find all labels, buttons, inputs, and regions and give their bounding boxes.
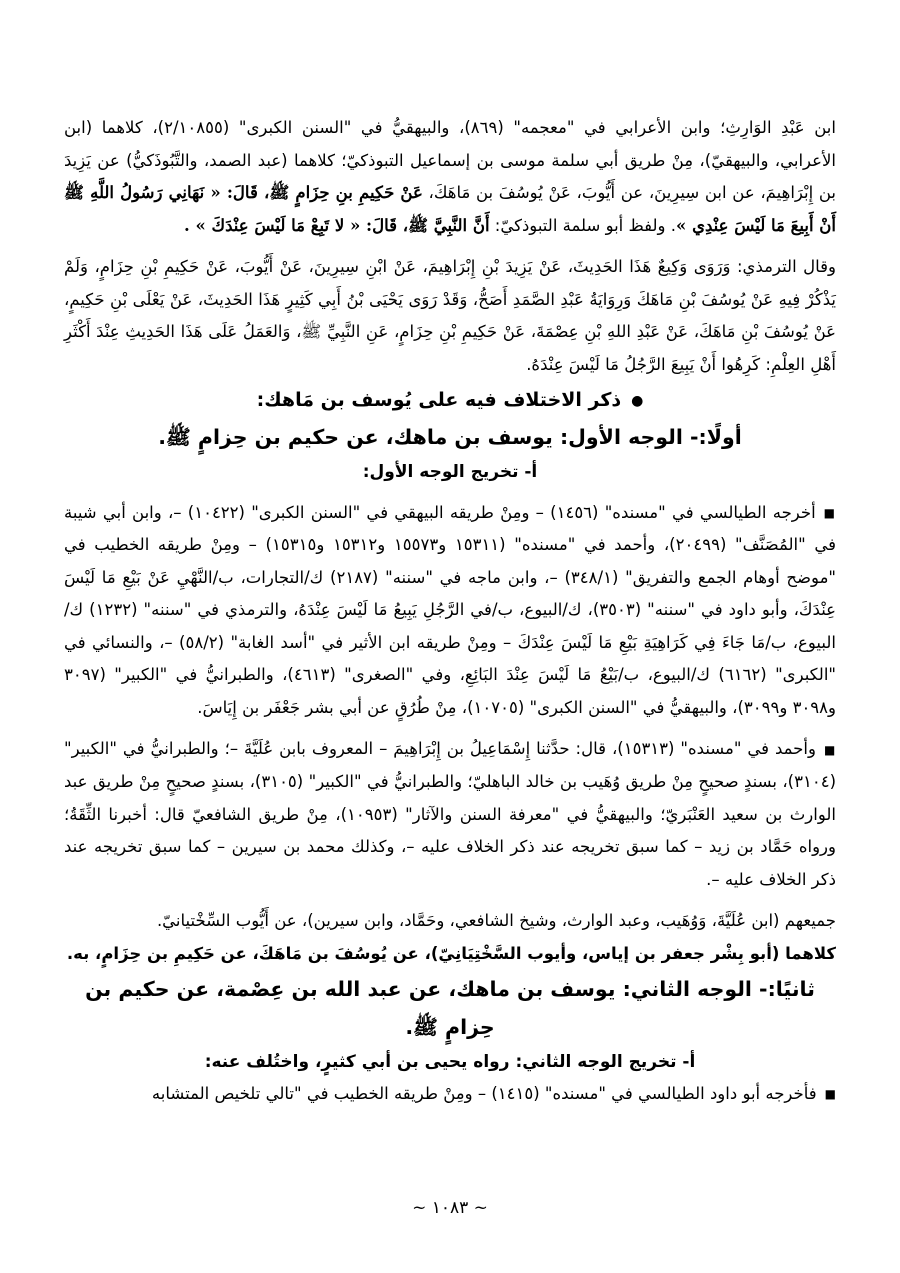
takhrij-paragraph-2 [64,733,836,896]
hadith-text-1: عَنْ حَكِيمِ بنِ حِزَامٍ ﷺ، قَالَ: « نَهَانِي رَسُولُ اللَّهِ ﷺ أَنْ أَبِيعَ مَا لَيْسَ عِنْدِي » [64,183,836,235]
intro-paragraph [64,112,836,242]
intro-text-1: ابن عَبْدِ الوَارِثِ؛ وابن الأعرابي في "معجمه" (٨٦٩)، والبيهقيُّ في "السنن الكبرى" (٢/١٠٨٥٥)، كلاهما (ابن الأعرابي، والبيهقيّ)، مِنْ طريق أبي سلمة موسى بن إسماعيل التبوذكيّ؛ كلاهما (عبد الصمد، والتَّبُوذَكيُّ) عن يَزِيدَ بن إِبْرَاهِيمَ، عن ابن سِيرِينَ، عن أَيُّوبَ، عَنْ يُوسُفَ بن مَاهَكَ، [64,118,836,202]
summary-line-2: كلاهما (أبو بِشْر جعفر بن إياس، وأيوب السَّخْتِيَانِيّ)، عن يُوسُفَ بن مَاهَكَ، عن حَكِيمِ بن حِزَامٍ، به. [66,943,836,963]
bullet-circle-icon: ● [631,392,644,409]
page-body [64,112,836,1111]
summary-line-1: جميعهم (ابن عُلَيَّةَ، وَوُهَيب، وعبد الوارث، وشيخ الشافعي، وحَمَّاد، وابن سيرين)، عن أَيُّوب السِّخْتيانيّ. [156,911,836,930]
section-heading [64,383,836,418]
square-bullet-icon: ■ [823,742,836,757]
hadith-text-2: أَنَّ النَّبِيَّ ﷺ، قَالَ: « لا تَبِعْ مَا لَيْسَ عِنْدَكَ » . [183,215,490,235]
takhrij-paragraph-3 [64,1078,836,1111]
takhrij-paragraph-3-text: فأخرجه أبو داود الطيالسي في "مسنده" (١٤١٥) – ومِنْ طريقه الخطيب في "تالي تلخيص المتشابه [151,1084,817,1103]
second-aspect-subheading: أ- تخريج الوجه الثاني: رواه يحيى بن أبي كثيرٍ، واختُلف عنه: [204,1052,696,1072]
second-aspect-heading: ثانيًا:- الوجه الثاني: يوسف بن ماهك، عن عبد الله بن عِصْمة، عن حكيم بن حِزامٍ ﷺ. [85,977,815,1039]
square-bullet-icon: ■ [823,505,836,520]
square-bullet-icon: ■ [824,1087,836,1102]
takhrij-paragraph-1 [64,497,836,725]
first-aspect-subheading: أ- تخريج الوجه الأول: [362,461,538,482]
takhrij-paragraph-2-text: وأحمد في "مسنده" (١٥٣١٣)، قال: حدَّثنا إِسْمَاعِيلُ بن إِبْرَاهِيمَ – المعروف بابن عُلَيَّةَ –؛ والطبرانيُّ في "الكبير" (٣١٠٤)، بسندٍ صحيحٍ مِنْ طريق وُهَيب بن خالد الباهليّ؛ والطبرانيُّ في "الكبير" (٣١٠٥)، بسندٍ صحيحٍ مِنْ طريق عبد الوارث بن سعيد العَنْبَريّ؛ والبيهقيُّ في "معرفة السنن والآثار" (١٠٩٥٣)، مِنْ طريق الشافعيّ قال: أخبرنا الثِّقَةُ؛ ورواه حَمَّاد بن زيد – كما سبق تخريجه عند ذكر الخلاف عليه –، وكذلك محمد بن سيرين – كما سبق تخريجه عند ذكر الخلاف عليه –. [64,739,836,889]
takhrij-paragraph-1-text: أخرجه الطيالسي في "مسنده" (١٤٥٦) – ومِنْ طريقه البيهقي في "السنن الكبرى" (١٠٤٢٢) –، وابن أبي شيبة في "المُصَنَّف" (٢٠٤٩٩)، وأحمد في "مسنده" (١٥٣١١ و١٥٥٧٣ و١٥٣١٢ و١٥٣١٥) – ومِنْ طريقه الخطيب في "موضح أوهام الجمع والتفريق" (٣٤٨/١) –، وابن ماجه في "سننه" (٢١٨٧) ك/التجارات، ب/النَّهْيِ عَنْ بَيْعِ مَا لَيْسَ عِنْدَكَ، وأبو داود في "سننه" (٣٥٠٣)، ك/البيوع، ب/في الرَّجُلِ يَبِيعُ مَا لَيْسَ عِنْدَهُ، والترمذي في "سننه" (١٢٣٢) ك/البيوع، ب/مَا جَاءَ فِي كَرَاهِيَةِ بَيْعِ مَا لَيْسَ عِنْدَكَ – ومِنْ طريقه ابن الأثير في "أسد الغابة" (٥٨/٢) –، والنسائي في "الكبرى" (٦١٦٢) ك/البيوع، ب/بَيْعُ مَا لَيْسَ عِنْدَ البَائِعِ، وفي "الصغرى" (٤٦١٣)، والطبرانيُّ في "الكبير" (٣٠٩٧ و٣٠٩٨ و٣٠٩٩)، والبيهقيُّ في "السنن الكبرى" (١٠٧٠٥)، مِنْ طُرُقٍ عن أبي بشر جَعْفَر بن إِيَاسَ. [64,502,837,717]
page-number: ~ ١٠٨٣ ~ [412,1198,488,1218]
section-heading-text: ذكر الاختلاف فيه على يُوسف بن مَاهك: [256,389,622,411]
tirmidhi-paragraph: وقال الترمذي: وَرَوَى وَكِيعٌ هَذَا الحَدِيثَ، عَنْ يَزِيدَ بْنِ إِبْرَاهِيمَ، عَنْ ابْنِ سِيرِينَ، عَنْ أَيُّوبَ، عَنْ حَكِيمِ بْنِ حِزَامٍ، وَلَمْ يَذْكُرْ فِيهِ عَنْ يُوسُفَ بْنِ مَاهَكَ وَرِوَايَةُ عَبْدِ الصَّمَدِ أَصَحُّ، وَقَدْ رَوَى يَحْيَى بْنُ أَبِي كَثِيرٍ هَذَا الحَدِيثَ، عَنْ يَعْلَى بْنِ حَكِيمٍ، عَنْ يُوسُفَ بْنِ مَاهَكَ، عَنْ عَبْدِ اللهِ بْنِ عِصْمَةَ، عَنْ حَكِيمِ بْنِ حِزَامٍ، عَنِ النَّبِيِّ ﷺ، وَالعَمَلُ عَلَى هَذَا الحَدِيثِ عِنْدَ أَكْثَرِ أَهْلِ العِلْمِ: كَرِهُوا أَنْ يَبِيعَ الرَّجُلُ مَا لَيْسَ عِنْدَهُ. [64,257,836,374]
intro-text-2: . ولفظ أبو سلمة التبوذكيّ: [489,215,677,235]
first-aspect-heading: أولًا:- الوجه الأول: يوسف بن ماهك، عن حكيم بن حِزامٍ ﷺ. [158,424,742,449]
